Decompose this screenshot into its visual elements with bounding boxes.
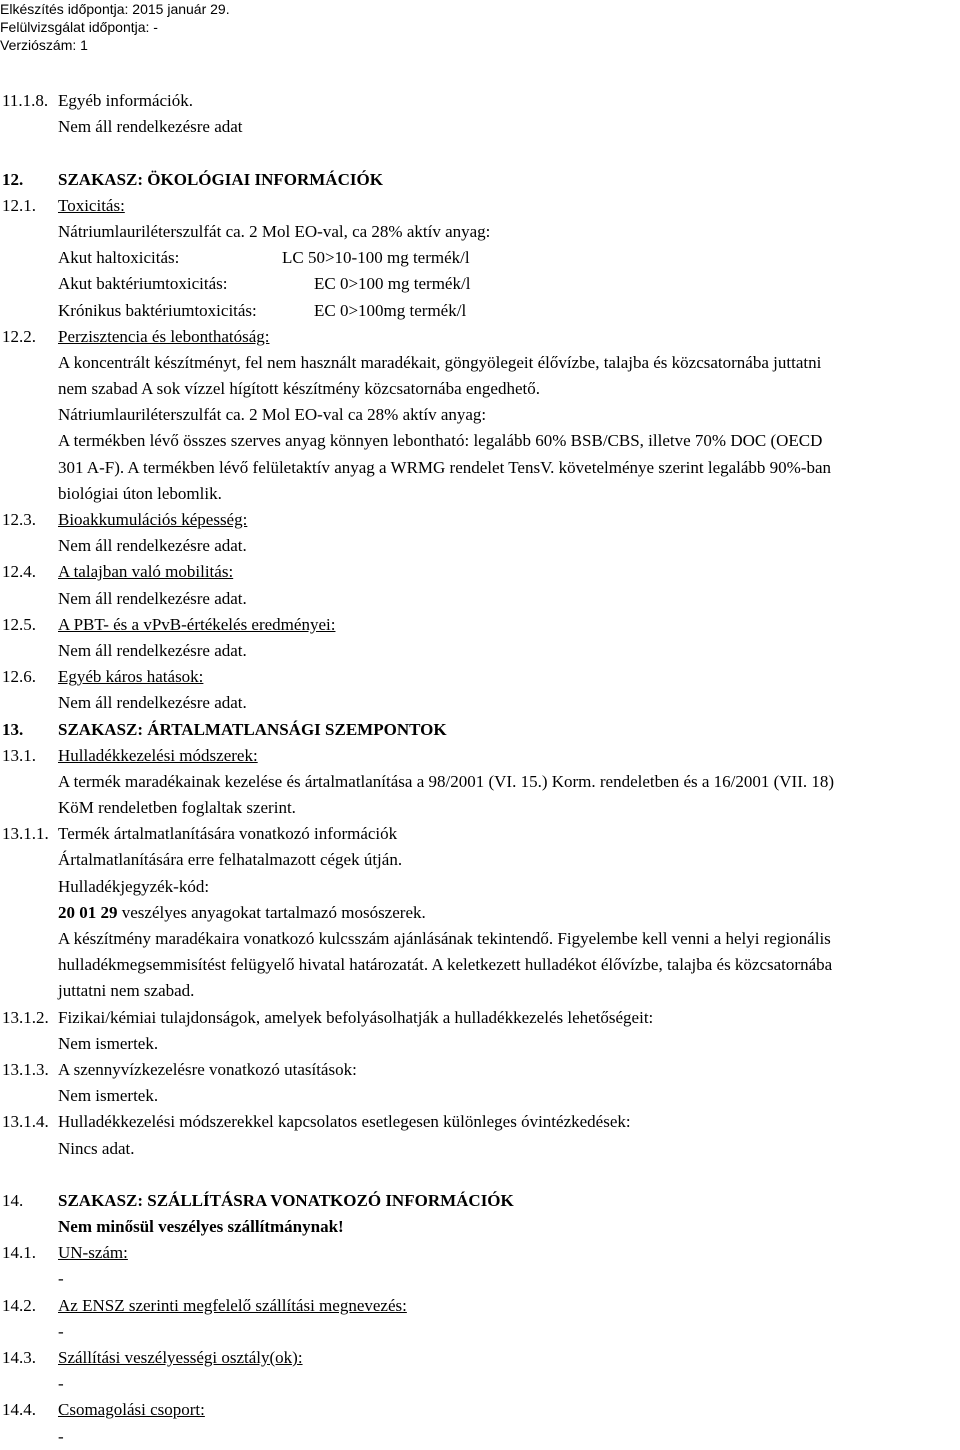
section-title: Hulladékkezelési módszerekkel kapcsolatos esetlegesen különleges óvintézkedések: (58, 1112, 631, 1132)
section-text: Nem ismertek. (58, 1086, 159, 1106)
paragraph-line: Hulladékjegyzék-kód: (58, 876, 210, 896)
section-14-4-heading (0, 1397, 960, 1423)
toxicity-row (0, 271, 960, 297)
section-number: 13. (2, 719, 24, 739)
section-14-1-heading (0, 1240, 960, 1266)
section-title: Termék ártalmatlanítására vonatkozó információk (58, 824, 398, 844)
section-text: - (58, 1374, 64, 1394)
section-13-1-1-heading (0, 821, 960, 847)
paragraph-line: juttatni nem szabad. (58, 981, 195, 1001)
section-14-3-heading (0, 1345, 960, 1371)
section-title: Bioakkumulációs képesség: (58, 510, 248, 529)
paragraph-line: A koncentrált készítményt, fel nem használt maradékait, göngyölegeit élővízbe, talajba és közcsatornába juttatni (58, 352, 822, 372)
section-title: Az ENSZ szerinti megfelelő szállítási megnevezés: (58, 1295, 407, 1315)
paragraph-line: nem szabad A sok vízzel hígított készítmény közcsatornába engedhető. (58, 379, 540, 399)
section-13-1-4-heading (0, 1109, 960, 1135)
section-title: Toxicitás: (58, 195, 125, 215)
section-number: 14.4. (2, 1400, 36, 1420)
section-number: 12. (2, 169, 24, 189)
waste-code-description: veszélyes anyagokat tartalmazó mosószerek. (117, 902, 426, 922)
section-12-4-heading (0, 559, 960, 585)
section-text: Nem áll rendelkezésre adat (58, 117, 243, 137)
paragraph-line: hulladékmegsemmisítést felügyelő hivatal határozatát. A keletkezett hulladékot élővízbe, talajba és közcsatornába (58, 955, 833, 975)
paragraph-line: A termék maradékainak kezelése és ártalmatlanítása a 98/2001 (VI. 15.) Korm. rendeletben és a 16/2001 (VII. 18) (58, 771, 835, 791)
section-text: Nem áll rendelkezésre adat. (58, 640, 247, 660)
section-title: SZAKASZ: ÖKOLÓGIAI INFORMÁCIÓK (58, 169, 383, 189)
section-number: 13.1.2. (2, 1007, 49, 1027)
section-text: - (58, 1321, 64, 1341)
document-body (0, 88, 960, 1450)
section-text: - (58, 1426, 64, 1446)
section-text: Nem áll rendelkezésre adat. (58, 693, 247, 713)
revision-date: Felülvizsgálat időpontja: - (0, 19, 158, 35)
section-title: A PBT- és a vPvB-értékelés eredményei: (58, 614, 336, 634)
toxicity-label: Akut haltoxicitás: (58, 248, 180, 268)
section-title: SZAKASZ: ÁRTALMATLANSÁGI SZEMPONTOK (58, 719, 447, 739)
section-number: 13.1.1. (2, 824, 49, 844)
waste-code: 20 01 29 (58, 902, 118, 922)
section-title: Hulladékkezelési módszerek: (58, 745, 258, 765)
document-header (0, 0, 230, 54)
paragraph-line: biológiai úton lebomlik. (58, 483, 222, 503)
section-text: Nem áll rendelkezésre adat. (58, 536, 247, 556)
section-number: 14.1. (2, 1243, 36, 1263)
section-12-heading (0, 167, 960, 193)
section-12-6-heading (0, 664, 960, 690)
section-number: 14.3. (2, 1348, 36, 1367)
section-title: Szállítási veszélyességi osztály(ok): (58, 1348, 303, 1367)
section-number: 13.1.3. (2, 1059, 49, 1079)
section-12-3-heading (0, 507, 960, 533)
section-number: 13.1.4. (2, 1112, 49, 1132)
section-13-1-2-heading (0, 1005, 960, 1031)
section-title: Egyéb információk. (58, 91, 194, 110)
section-title: SZAKASZ: SZÁLLÍTÁSRA VONATKOZÓ INFORMÁCIÓK (58, 1190, 514, 1210)
section-title: UN-szám: (58, 1243, 128, 1263)
section-number: 12.6. (2, 667, 36, 687)
paragraph-line: KöM rendeletben foglaltak szerint. (58, 798, 296, 818)
section-text: Nincs adat. (58, 1138, 135, 1158)
version-number: Verziószám: 1 (0, 37, 88, 53)
toxicity-row (0, 298, 960, 324)
section-14-heading (0, 1188, 960, 1214)
section-13-1-heading (0, 743, 960, 769)
paragraph-line: A készítmény maradékaira vonatkozó kulcsszám ajánlásának tekintendő. Figyelembe kell venni a helyi regionális (58, 929, 831, 948)
toxicity-value: EC 0>100 mg termék/l (314, 274, 471, 294)
section-text: - (58, 1269, 64, 1289)
paragraph-line: Ártalmatlanítására erre felhatalmazott cégek útján. (58, 850, 403, 870)
section-number: 12.3. (2, 510, 36, 529)
section-number: 14.2. (2, 1295, 36, 1315)
substance-line: Nátriumlauriléterszulfát ca. 2 Mol EO-val, ca 28% aktív anyag: (58, 221, 491, 241)
section-13-heading (0, 717, 960, 743)
section-number: 14. (2, 1190, 24, 1210)
created-date: Elkészítés időpontja: 2015 január 29. (0, 1, 230, 17)
section-11-1-8-heading (0, 88, 960, 114)
toxicity-row (0, 245, 960, 271)
section-text: Nem ismertek. (58, 1033, 159, 1053)
toxicity-value: LC 50>10-100 mg termék/l (282, 248, 470, 268)
toxicity-label: Akut baktériumtoxicitás: (58, 274, 228, 294)
section-title: A szennyvízkezelésre vonatkozó utasítások: (58, 1059, 357, 1079)
toxicity-value: EC 0>100mg termék/l (314, 300, 467, 320)
section-number: 12.4. (2, 562, 36, 582)
section-12-5-heading (0, 612, 960, 638)
section-title: Csomagolási csoport: (58, 1400, 205, 1420)
paragraph-line: Nátriumlauriléterszulfát ca. 2 Mol EO-val ca 28% aktív anyag: (58, 405, 487, 425)
section-number: 12.1. (2, 195, 36, 215)
section-12-2-heading (0, 324, 960, 350)
transport-note: Nem minősül veszélyes szállítmánynak! (58, 1217, 344, 1237)
section-number: 12.5. (2, 614, 36, 634)
section-title: Perzisztencia és lebonthatóság: (58, 326, 270, 346)
section-13-1-3-heading (0, 1057, 960, 1083)
section-number: 13.1. (2, 745, 36, 765)
section-title: Egyéb káros hatások: (58, 667, 204, 687)
toxicity-label: Krónikus baktériumtoxicitás: (58, 300, 257, 320)
section-title: Fizikai/kémiai tulajdonságok, amelyek befolyásolhatják a hulladékkezelés lehetőségeit: (58, 1007, 654, 1027)
section-title: A talajban való mobilitás: (58, 562, 234, 582)
section-14-2-heading (0, 1293, 960, 1319)
paragraph-line: A termékben lévő összes szerves anyag könnyen lebontható: legalább 60% BSB/CBS, illetve 70% DOC (OECD (58, 431, 823, 451)
section-number: 12.2. (2, 326, 36, 346)
section-12-1-heading (0, 193, 960, 219)
section-text: Nem áll rendelkezésre adat. (58, 588, 247, 608)
waste-code-line (0, 900, 960, 926)
section-number: 11.1.8. (2, 91, 49, 110)
paragraph-line: 301 A-F). A termékben lévő felületaktív anyag a WRMG rendelet TensV. követelménye szerint legalább 90%-ban (58, 457, 832, 477)
